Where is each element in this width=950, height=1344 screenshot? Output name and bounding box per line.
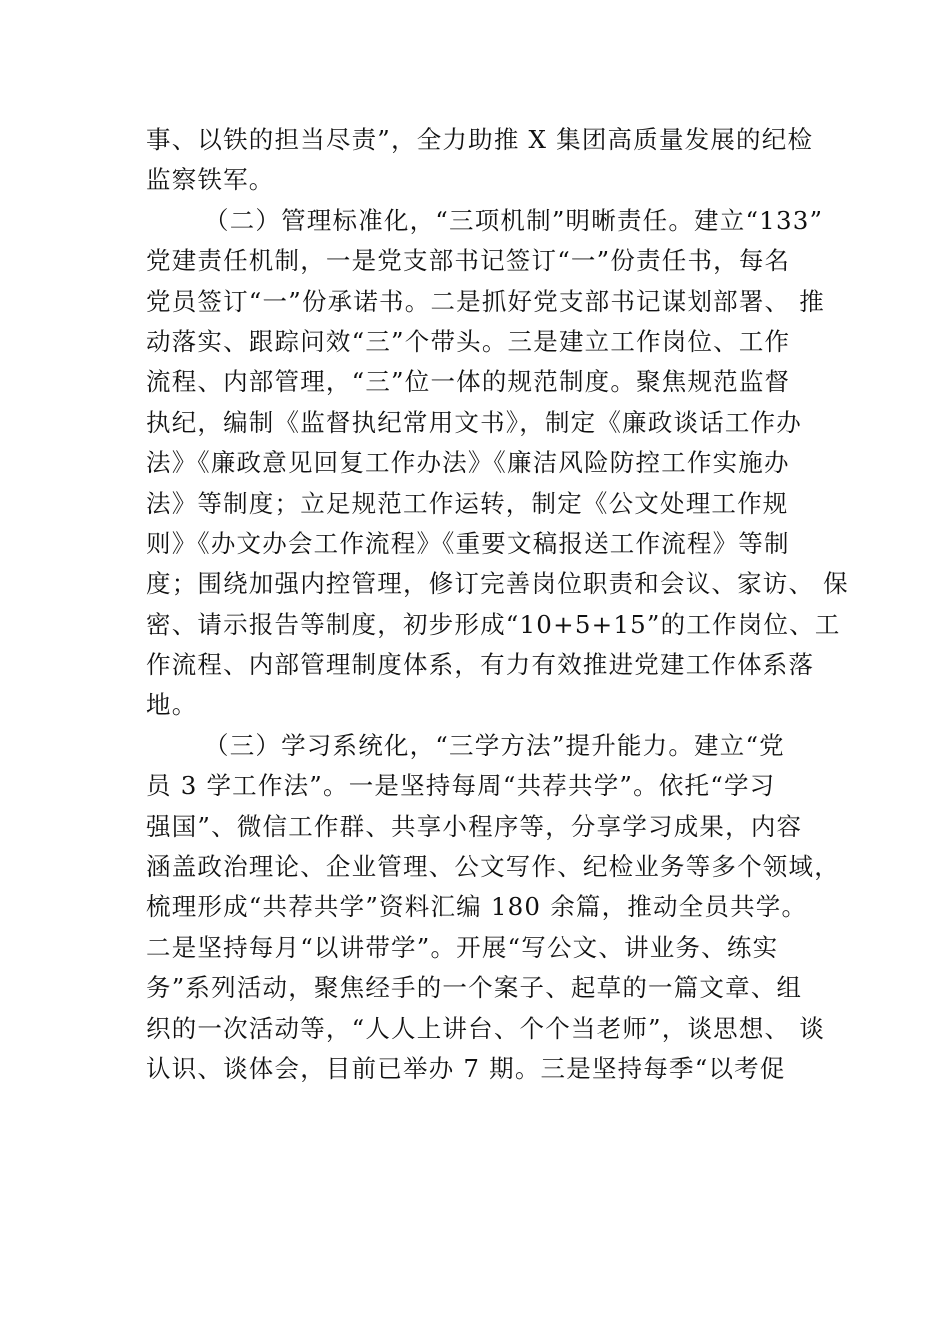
body-text [146, 120, 849, 1089]
text-line: 务”系列活动，聚焦经手的一个案子、起草的一篇文章、组 [146, 973, 803, 1003]
text-line: 执纪，编制《监督执纪常用文书》，制定《廉政谈话工作办 [146, 407, 802, 437]
text-line: 监察铁军。 [146, 165, 275, 195]
text-line: 强国”、微信工作群、共享小程序等，分享学习成果，内容 [146, 811, 803, 841]
text-line: 梳理形成“共荐共学”资料汇编 180 余篇，推动全员共学。 [146, 892, 808, 922]
text-line: 密、请示报告等制度，初步形成“10+5+15”的工作岗位、工 [146, 609, 841, 639]
text-line: 二是坚持每月“以讲带学”。开展“写公文、讲业务、练实 [146, 932, 779, 962]
text-line: 动落实、跟踪问效“三”个带头。三是建立工作岗位、工作 [146, 326, 791, 356]
text-line: 地。 [146, 690, 198, 720]
text-line: 织的一次活动等，“人人上讲台、个个当老师”，谈思想、 谈 [146, 1013, 825, 1043]
text-line: 党建责任机制，一是党支部书记签订“一”份责任书，每名 [146, 246, 791, 276]
text-line: 流程、内部管理，“三”位一体的规范制度。聚焦规范监督 [146, 367, 791, 397]
text-line: 员 3 学工作法”。一是坚持每周“共荐共学”。依托“学习 [146, 771, 776, 801]
text-line: 涵盖政治理论、企业管理、公文写作、纪检业务等多个领域， [146, 852, 840, 882]
text-line: 党员签订“一”份承诺书。二是抓好党支部书记谋划部署、 推 [146, 286, 825, 316]
section-heading-line: （二）管理标准化，“三项机制”明晰责任。建立“133” [204, 205, 824, 235]
text-line: 则》《办文办会工作流程》《重要文稿报送工作流程》等制 [146, 528, 790, 558]
text-line: 作流程、内部管理制度体系，有力有效推进党建工作体系落 [146, 650, 815, 680]
text-line: 认识、谈体会，目前已举办 7 期。三是坚持每季“以考促 [146, 1053, 786, 1083]
section-heading-line: （三）学习系统化，“三学方法”提升能力。建立“党 [204, 730, 785, 760]
text-line: 度；围绕加强内控管理，修订完善岗位职责和会议、家访、 保 [146, 569, 849, 599]
text-line: 事、以铁的担当尽责”，全力助推 X 集团高质量发展的纪检 [146, 125, 814, 154]
text-line: 法》等制度；立足规范工作运转，制定《公文处理工作规 [146, 488, 789, 518]
text-line: 法》《廉政意见回复工作办法》《廉洁风险防控工作实施办 [146, 448, 790, 478]
